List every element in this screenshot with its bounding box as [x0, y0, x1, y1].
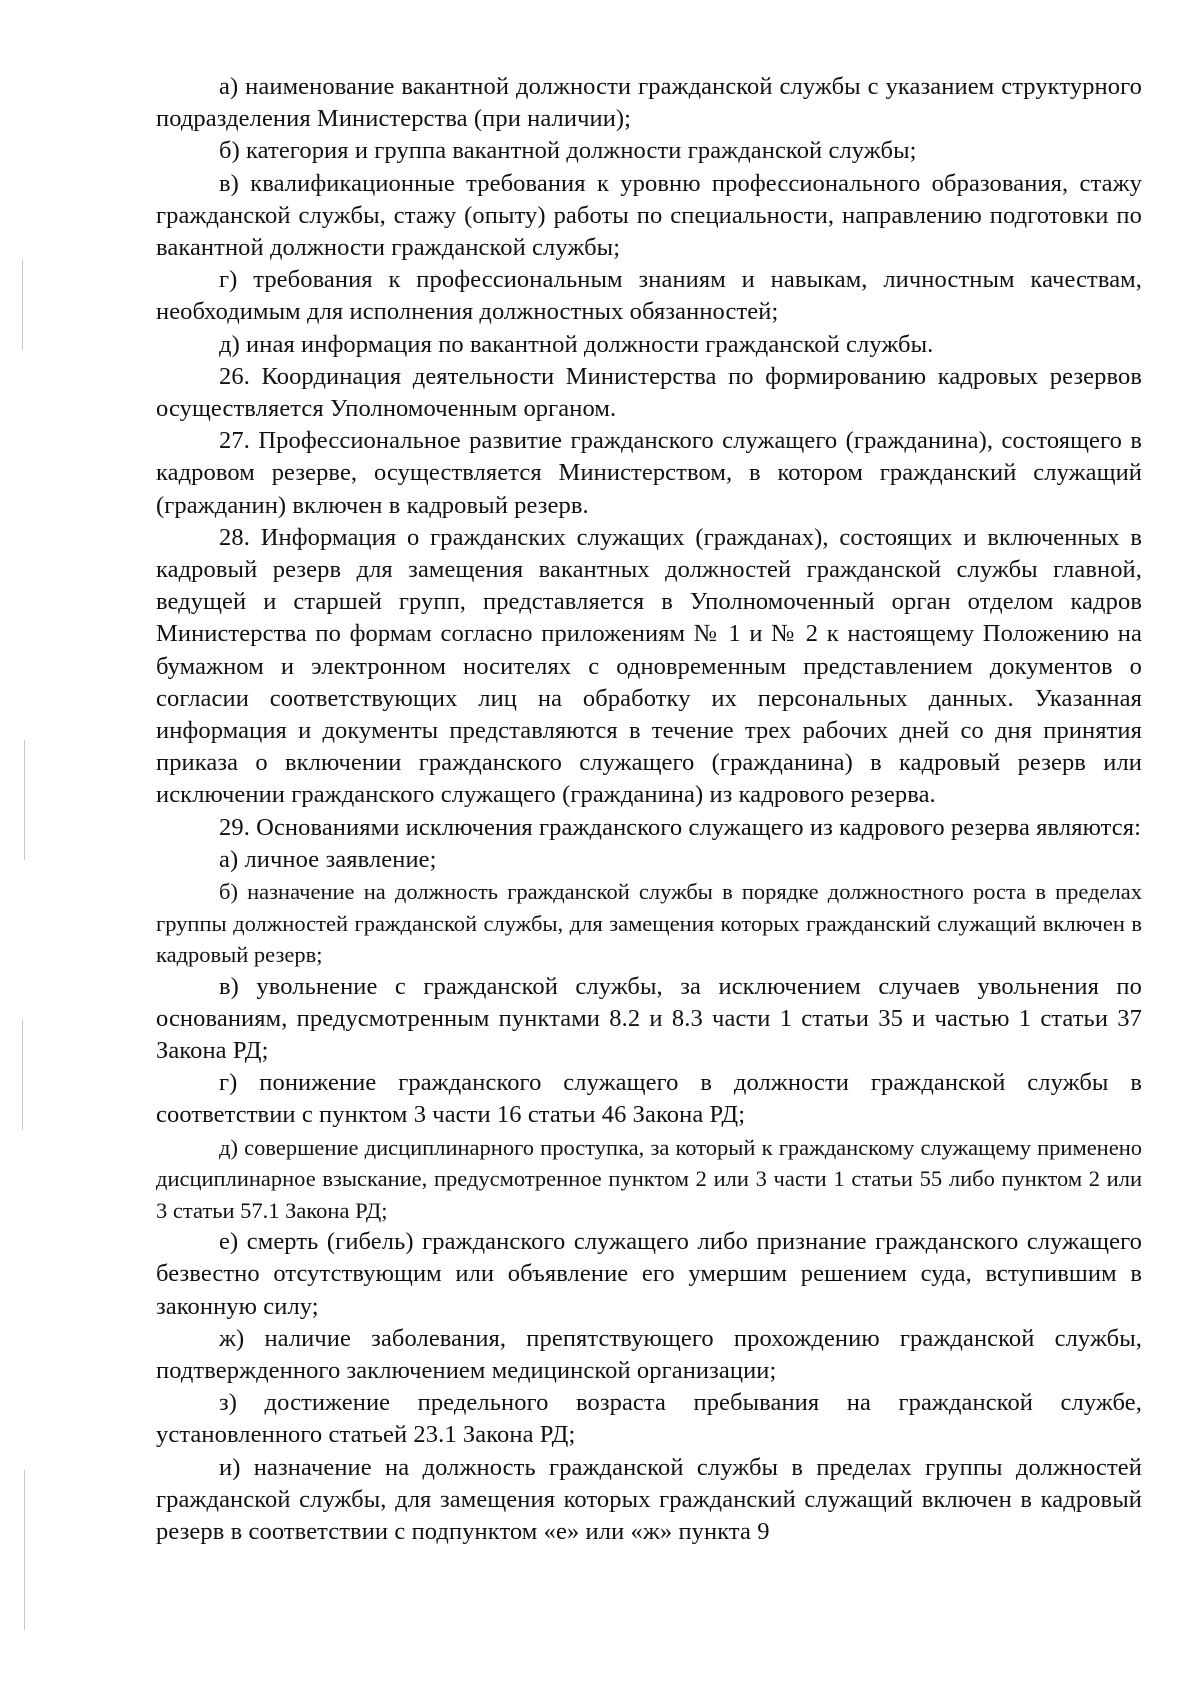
paragraph-29-d: д) совершение дисциплинарного проступка, за который к гражданскому служащему применено дисциплинарное взыскание, предусмотренное пунктом 2 или 3 части 1 статьи 55 либо пунктом 2 или 3 статьи 57.1 Закона РД;	[156, 1134, 1142, 1223]
paragraph-29-a: а) личное заявление;	[219, 845, 437, 873]
paragraph-v-qualification: в) квалификационные требования к уровню профессионального образования, стажу гражданской службы, стажу (опыту) работы по специальности, направлению подготовки по вакантной должности гражданской службы;	[156, 169, 1142, 262]
paragraph-29-g: г) понижение гражданского служащего в должности гражданской службы в соответствии с пунктом 3 части 16 статьи 46 Закона РД;	[156, 1069, 1142, 1129]
paragraph-29-b: б) назначение на должность гражданской службы в порядке должностного роста в пределах группы должностей гражданской службы, для замещения которых гражданский служащий включен в кадровый резерв;	[156, 879, 1142, 968]
paragraph-d-other-info: д) иная информация по вакантной должности гражданской службы.	[219, 330, 934, 358]
paragraph-26: 26. Координация деятельности Министерства по формированию кадровых резервов осуществляется Уполномоченным органом.	[156, 362, 1142, 423]
paragraph-28: 28. Информация о гражданских служащих (гражданах), состоящих и включенных в кадровый резерв для замещения вакантных должностей гражданской службы главной, ведущей и старшей групп, представляется в Уполномоченный орган отделом кадров Министерства по формам согласно приложениям № 1 и № 2 к настоящему Положению на бумажном и электронном носителях с одновременным представлением документов о согласии соответствующих лиц на обработку их персональных данных. Указанная информация и документы представляются в течение трех рабочих дней со дня принятия приказа о включении гражданского служащего (гражданина) в кадровый резерв или исключении гражданского служащего (гражданина) из кадрового резерва.	[156, 523, 1142, 809]
paragraph-29-zh: ж) наличие заболевания, препятствующего прохождению гражданской службы, подтвержденного заключением медицинской организации;	[156, 1324, 1142, 1384]
paragraph-29-i: и) назначение на должность гражданской службы в пределах группы должностей гражданской службы, для замещения которых гражданский служащий включен в кадровый резерв в соответствии с подпунктом «е» или «ж» пункта 9	[156, 1453, 1142, 1545]
paragraph-a-vacancy-name: а) наименование вакантной должности гражданской службы с указанием структурного подразделения Министерства (при наличии);	[156, 73, 1142, 133]
paragraph-29: 29. Основаниями исключения гражданского служащего из кадрового резерва являются:	[219, 813, 1142, 841]
paragraph-g-requirements: г) требования к профессиональным знаниям и навыкам, личностным качествам, необходимым для исполнения должностных обязанностей;	[156, 266, 1142, 326]
scan-edge-mark	[24, 740, 25, 860]
scan-edge-mark	[24, 1470, 25, 1630]
scan-edge-mark	[22, 1020, 23, 1130]
document-body	[156, 71, 1142, 1548]
paragraph-27: 27. Профессиональное развитие гражданского служащего (гражданина), состоящего в кадровом резерве, осуществляется Министерством, в котором гражданский служащий (гражданин) включен в кадровый резерв.	[156, 427, 1142, 519]
scan-edge-mark	[22, 260, 23, 350]
paragraph-29-e: е) смерть (гибель) гражданского служащего либо признание гражданского служащего безвестно отсутствующим или объявление его умершим решением суда, вступившим в законную силу;	[156, 1228, 1142, 1320]
paragraph-b-category: б) категория и группа вакантной должности гражданской службы;	[219, 137, 917, 165]
paragraph-29-z: з) достижение предельного возраста пребывания на гражданской службе, установленного статьей 23.1 Закона РД;	[156, 1389, 1142, 1449]
paragraph-29-v: в) увольнение с гражданской службы, за исключением случаев увольнения по основаниям, предусмотренным пунктами 8.2 и 8.3 части 1 статьи 35 и частью 1 статьи 37 Закона РД;	[156, 972, 1142, 1064]
